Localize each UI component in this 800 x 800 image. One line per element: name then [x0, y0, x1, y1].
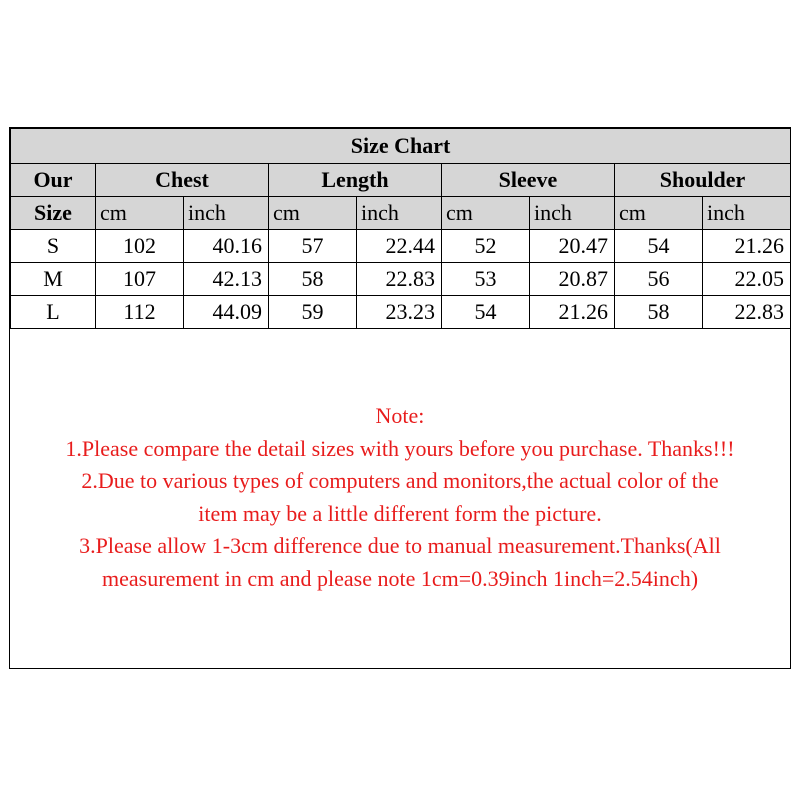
chest-cm-header: cm — [96, 197, 184, 230]
sleeve-inch-cell: 21.26 — [530, 296, 615, 329]
length-inch-cell: 22.44 — [357, 230, 442, 263]
chest-header: Chest — [96, 164, 269, 197]
shoulder-inch-cell: 22.83 — [703, 296, 791, 329]
sleeve-cm-header: cm — [442, 197, 530, 230]
size-chart-table — [10, 128, 791, 329]
chest-cm-cell: 107 — [96, 263, 184, 296]
length-cm-header: cm — [269, 197, 357, 230]
size-chart-frame — [9, 127, 791, 669]
sleeve-inch-cell: 20.47 — [530, 230, 615, 263]
length-inch-cell: 22.83 — [357, 263, 442, 296]
chest-inch-cell: 42.13 — [184, 263, 269, 296]
sleeve-inch-cell: 20.87 — [530, 263, 615, 296]
note-line: measurement in cm and please note 1cm=0.39inch 1inch=2.54inch) — [101, 565, 699, 591]
shoulder-inch-header: inch — [703, 197, 791, 230]
length-header: Length — [269, 164, 442, 197]
shoulder-cm-cell: 54 — [615, 230, 703, 263]
size-header-line1: Our — [11, 164, 96, 197]
sleeve-cm-cell: 53 — [442, 263, 530, 296]
length-inch-header: inch — [357, 197, 442, 230]
chest-inch-header: inch — [184, 197, 269, 230]
sleeve-cm-cell: 54 — [442, 296, 530, 329]
sleeve-cm-cell: 52 — [442, 230, 530, 263]
chest-inch-cell: 44.09 — [184, 296, 269, 329]
table-row — [11, 296, 791, 329]
size-cell: L — [11, 296, 96, 329]
note-line: 2.Due to various types of computers and monitors,the actual color of the — [81, 468, 719, 493]
sleeve-inch-header: inch — [530, 197, 615, 230]
length-cm-cell: 59 — [269, 296, 357, 329]
length-inch-cell: 23.23 — [357, 296, 442, 329]
size-cell: M — [11, 263, 96, 296]
chest-inch-cell: 40.16 — [184, 230, 269, 263]
length-cm-cell: 58 — [269, 263, 357, 296]
note-heading: Note: — [375, 403, 425, 428]
length-cm-cell: 57 — [269, 230, 357, 263]
shoulder-inch-cell: 22.05 — [703, 263, 791, 296]
note-line: item may be a little different form the picture. — [198, 500, 602, 526]
table-row — [11, 263, 791, 296]
note-line: 1.Please compare the detail sizes with yours before you purchase. Thanks!!! — [65, 435, 735, 461]
size-cell: S — [11, 230, 96, 263]
shoulder-header: Shoulder — [615, 164, 791, 197]
shoulder-cm-cell: 58 — [615, 296, 703, 329]
size-header-line2: Size — [11, 197, 96, 230]
sleeve-header: Sleeve — [442, 164, 615, 197]
table-row — [11, 230, 791, 263]
shoulder-inch-cell: 21.26 — [703, 230, 791, 263]
chest-cm-cell: 102 — [96, 230, 184, 263]
shoulder-cm-header: cm — [615, 197, 703, 230]
note-line: 3.Please allow 1-3cm difference due to manual measurement.Thanks(All — [79, 533, 721, 558]
note-block — [10, 400, 790, 595]
chart-title: Size Chart — [11, 129, 791, 164]
chest-cm-cell: 112 — [96, 296, 184, 329]
shoulder-cm-cell: 56 — [615, 263, 703, 296]
